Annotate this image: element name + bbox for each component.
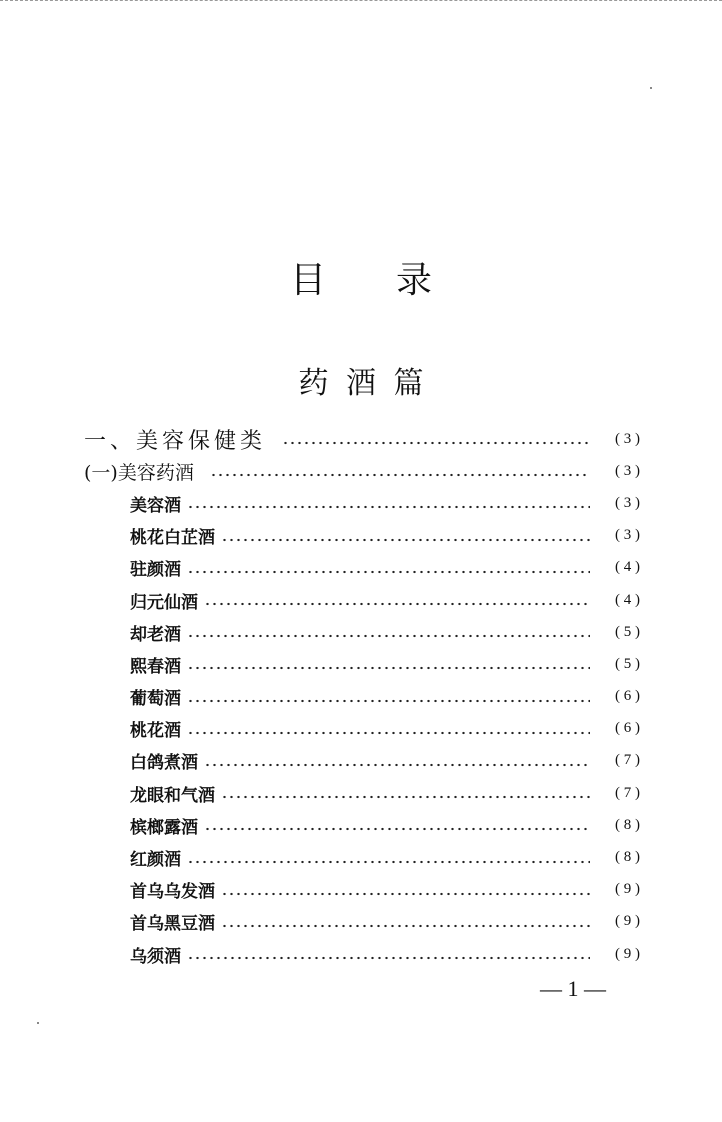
- scan-speck: [37, 1022, 39, 1024]
- toc-entry-page: ( 9 ): [615, 945, 640, 962]
- toc-entry[interactable]: [84, 906, 640, 938]
- toc-entry[interactable]: [84, 648, 640, 680]
- toc-entry[interactable]: [84, 552, 640, 584]
- toc-entry-label: 美容酒: [130, 495, 181, 516]
- title-char: 录: [396, 260, 433, 301]
- toc-entry-label: 首乌乌发酒: [130, 882, 215, 903]
- table-of-contents: [84, 423, 640, 970]
- dot-leader: [204, 602, 590, 606]
- toc-entry[interactable]: [84, 681, 640, 713]
- toc-entry-page: ( 8 ): [615, 816, 640, 833]
- toc-entry[interactable]: [84, 520, 640, 552]
- dot-leader: [221, 924, 590, 928]
- toc-entry-label: 葡萄酒: [130, 689, 181, 710]
- scan-speck: [650, 87, 652, 89]
- toc-entry[interactable]: [84, 713, 640, 745]
- toc-entry-page: ( 6 ): [615, 720, 640, 737]
- toc-entry-page: ( 6 ): [615, 688, 640, 705]
- dot-leader: [282, 441, 590, 445]
- toc-entry-label: 龙眼和气酒: [130, 785, 215, 806]
- dot-leader: [187, 570, 590, 574]
- toc-entry[interactable]: [84, 777, 640, 809]
- dot-leader: [187, 956, 590, 960]
- toc-entry-label: 桃花酒: [130, 721, 181, 742]
- toc-entry-page: ( 3 ): [615, 462, 640, 479]
- toc-entry[interactable]: [84, 487, 640, 519]
- toc-entry[interactable]: [84, 745, 640, 777]
- toc-entry-page: ( 3 ): [615, 527, 640, 544]
- dot-leader: [187, 505, 590, 509]
- toc-entry-label: 归元仙酒: [130, 592, 198, 613]
- toc-entry-label: 一、美容保健类: [84, 428, 267, 454]
- toc-entry-page: ( 5 ): [615, 655, 640, 672]
- dot-leader: [187, 731, 590, 735]
- dot-leader: [221, 538, 590, 542]
- toc-entry[interactable]: [84, 938, 640, 970]
- dot-leader: [187, 699, 590, 703]
- toc-entry[interactable]: [84, 841, 640, 873]
- toc-entry[interactable]: [84, 616, 640, 648]
- toc-entry-page: ( 4 ): [615, 559, 640, 576]
- toc-entry-page: ( 5 ): [615, 623, 640, 640]
- toc-entry-label: 槟榔露酒: [130, 817, 198, 838]
- toc-entry-page: ( 7 ): [615, 784, 640, 801]
- page-title: [0, 252, 722, 303]
- toc-entry-label: (一)美容药酒: [84, 461, 194, 484]
- toc-entry-page: ( 3 ): [615, 494, 640, 511]
- dot-leader: [210, 473, 590, 477]
- toc-entry-page: ( 9 ): [615, 881, 640, 898]
- dot-leader: [221, 892, 590, 896]
- toc-entry[interactable]: [84, 455, 640, 487]
- toc-entry-label: 白鸽煮酒: [130, 753, 198, 774]
- toc-entry-page: ( 8 ): [615, 849, 640, 866]
- toc-entry[interactable]: [84, 423, 640, 455]
- scan-top-edge: [0, 0, 722, 3]
- section-char: 酒: [346, 366, 376, 401]
- dot-leader: [204, 827, 590, 831]
- toc-entry-page: ( 3 ): [615, 430, 640, 447]
- dot-leader: [221, 795, 590, 799]
- toc-entry-label: 红颜酒: [130, 850, 181, 871]
- title-char: 目: [289, 260, 326, 301]
- dot-leader: [204, 763, 590, 767]
- toc-entry-label: 首乌黑豆酒: [130, 914, 215, 935]
- toc-entry-label: 却老酒: [130, 624, 181, 645]
- dot-leader: [187, 860, 590, 864]
- section-title: [0, 358, 722, 402]
- page-number: — 1 —: [540, 976, 606, 1001]
- toc-entry[interactable]: [84, 874, 640, 906]
- toc-entry-label: 乌须酒: [130, 946, 181, 967]
- section-char: 篇: [393, 366, 424, 401]
- toc-entry-page: ( 4 ): [615, 591, 640, 608]
- toc-entry-page: ( 9 ): [615, 913, 640, 930]
- section-char: 药: [298, 366, 329, 401]
- dot-leader: [187, 666, 590, 670]
- toc-entry[interactable]: [84, 584, 640, 616]
- dot-leader: [187, 634, 590, 638]
- toc-entry-label: 熙春酒: [130, 656, 181, 677]
- toc-entry-label: 桃花白芷酒: [130, 528, 215, 549]
- toc-entry-label: 驻颜酒: [130, 560, 181, 581]
- toc-entry-page: ( 7 ): [615, 752, 640, 769]
- toc-entry[interactable]: [84, 809, 640, 841]
